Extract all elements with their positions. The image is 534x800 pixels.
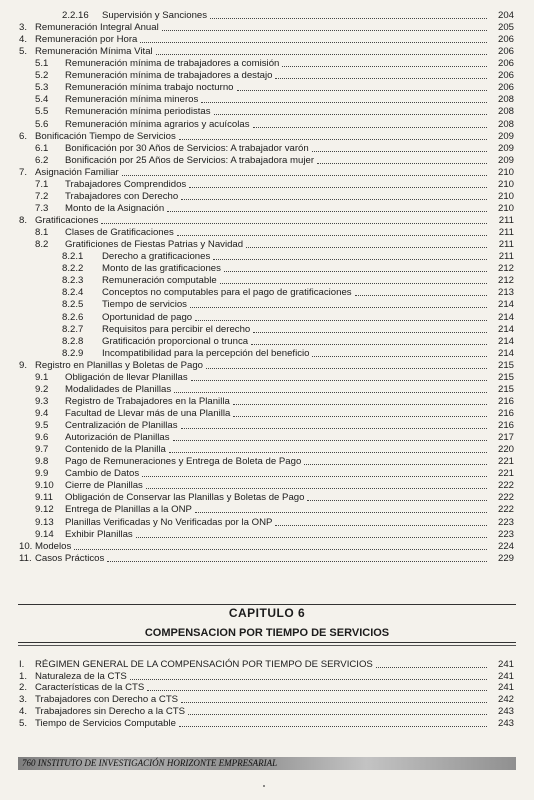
toc-entry bbox=[35, 420, 514, 432]
toc-entry-title: Monto de las gratificaciones bbox=[102, 263, 221, 275]
toc-entry bbox=[19, 131, 514, 143]
dot-leader bbox=[156, 46, 487, 55]
toc-entry-number: 3. bbox=[19, 22, 28, 34]
toc-entry-number: 9.9 bbox=[35, 468, 49, 480]
toc-entry-title: Conceptos no computables para el pago de gratificaciones bbox=[102, 287, 352, 299]
toc-entry-title: Contenido de la Planilla bbox=[65, 444, 166, 456]
toc-entry-page: 214 bbox=[497, 299, 514, 311]
toc-entry-number: 2.2.16 bbox=[62, 10, 89, 21]
dot-leader bbox=[191, 372, 487, 381]
toc-entry-number: 7.3 bbox=[35, 202, 49, 214]
toc-entry-page: 210 bbox=[497, 190, 514, 202]
dot-leader bbox=[246, 239, 487, 248]
toc-entry-page: 209 bbox=[497, 130, 514, 142]
toc-entry-number: 9.2 bbox=[35, 383, 49, 395]
toc-entry-number: 9.13 bbox=[35, 516, 54, 528]
dot-leader bbox=[107, 553, 487, 562]
toc-entry bbox=[35, 517, 514, 529]
toc-entry-number: I. bbox=[19, 659, 25, 670]
toc-entry-title: Tiempo de servicios bbox=[102, 299, 187, 311]
toc-entry bbox=[35, 468, 514, 480]
toc-entry-title: Remuneración mínima agrarios y acuícolas bbox=[65, 118, 250, 130]
dot-leader bbox=[213, 251, 487, 260]
dot-leader bbox=[146, 480, 487, 489]
dot-leader bbox=[210, 10, 487, 19]
toc-entry-page: 241 bbox=[497, 682, 514, 694]
toc-entry-page: 221 bbox=[497, 456, 514, 468]
toc-entry-title: Trabajadores sin Derecho a la CTS bbox=[35, 705, 186, 717]
toc-entry-number: 5.6 bbox=[35, 118, 49, 130]
dot-leader bbox=[355, 287, 487, 296]
dot-leader bbox=[162, 22, 487, 31]
dot-leader bbox=[220, 275, 487, 284]
toc-entry-number: 6.1 bbox=[35, 142, 49, 154]
dot-leader bbox=[140, 34, 487, 43]
toc-entry-page: 208 bbox=[497, 94, 514, 106]
toc-entry-title: Remuneración Mínima Vital bbox=[35, 46, 153, 58]
toc-entry-page: 208 bbox=[497, 106, 514, 118]
dot-leader bbox=[177, 227, 487, 236]
toc-entry-page: 214 bbox=[497, 335, 514, 347]
chapter-rule-top bbox=[18, 604, 516, 605]
toc-entry-number: 5.2 bbox=[35, 70, 49, 82]
toc-entry bbox=[35, 70, 514, 82]
dot-leader bbox=[174, 384, 487, 393]
chapter-rule-bottom bbox=[18, 645, 516, 646]
toc-entry-number: 9.11 bbox=[35, 492, 53, 504]
toc-entry-number: 8.2.4 bbox=[62, 287, 84, 299]
dot-leader bbox=[181, 694, 487, 703]
dot-leader bbox=[167, 203, 487, 212]
toc-entry-page: 242 bbox=[497, 694, 514, 706]
toc-entry-page: 211 bbox=[498, 227, 514, 239]
dot-leader bbox=[74, 541, 487, 550]
toc-entry bbox=[19, 34, 514, 46]
toc-entry-page: 241 bbox=[497, 670, 514, 682]
toc-entry-page: 208 bbox=[497, 118, 514, 130]
toc-entry bbox=[35, 82, 514, 94]
dot-leader bbox=[253, 119, 488, 128]
toc-entry-page: 209 bbox=[497, 154, 514, 166]
toc-entry-number: 5.4 bbox=[35, 94, 49, 106]
toc-entry-title: Gratificiones de Fiestas Patrias y Navidad bbox=[65, 239, 244, 251]
toc-entry bbox=[19, 694, 514, 706]
toc-entry bbox=[35, 203, 514, 215]
dot-leader bbox=[275, 517, 487, 526]
toc-entry-number: 5. bbox=[19, 46, 28, 58]
toc-entry-page: 224 bbox=[497, 540, 514, 552]
toc-entry-page: 214 bbox=[497, 347, 514, 359]
toc-entry-number: 7. bbox=[19, 166, 28, 178]
dot-leader bbox=[251, 336, 487, 345]
toc-entry-number: 9.5 bbox=[35, 420, 49, 432]
toc-entry-page: 215 bbox=[497, 359, 514, 371]
toc-entry-title: Remuneración mínima mineros bbox=[65, 94, 199, 106]
toc-entry bbox=[19, 541, 514, 553]
toc-entry-page: 210 bbox=[497, 202, 514, 214]
chapter-subtitle: COMPENSACION POR TIEMPO DE SERVICIOS bbox=[144, 627, 390, 639]
toc-entry-title: Planillas Verificadas y No Verificadas por la ONP bbox=[65, 516, 273, 528]
toc-entry bbox=[62, 348, 514, 360]
toc-entry-title: Incompatibilidad para la percepción del beneficio bbox=[102, 347, 310, 359]
toc-entry-title: Registro en Planillas y Boletas de Pago bbox=[35, 359, 203, 371]
toc-entry-page: 213 bbox=[497, 287, 514, 299]
toc-entry bbox=[62, 312, 514, 324]
toc-entry-title: Requisitos para percibir el derecho bbox=[102, 323, 251, 335]
toc-entry-page: 214 bbox=[497, 311, 514, 323]
toc-entry-number: 8.2.9 bbox=[62, 347, 84, 359]
toc-entry bbox=[35, 432, 514, 444]
toc-entry-page: 206 bbox=[497, 46, 514, 58]
toc-entry-page: 215 bbox=[497, 371, 514, 383]
dot-leader bbox=[233, 408, 487, 417]
dot-leader bbox=[181, 191, 487, 200]
dot-leader bbox=[179, 718, 487, 727]
toc-entry-title: Centralización de Planillas bbox=[65, 420, 178, 432]
dot-leader bbox=[181, 420, 487, 429]
toc-entry-page: 243 bbox=[497, 717, 514, 729]
dot-leader bbox=[142, 468, 487, 477]
toc-entry-page: 206 bbox=[497, 70, 514, 82]
toc-entry-page: 206 bbox=[497, 58, 514, 70]
toc-entry bbox=[35, 106, 514, 118]
dot-leader bbox=[130, 671, 487, 680]
toc-entry-page: 211 bbox=[498, 239, 514, 251]
toc-entry-number: 8.2.5 bbox=[62, 299, 84, 311]
toc-entry-title: Tiempo de Servicios Computable bbox=[35, 717, 176, 729]
toc-entry bbox=[19, 215, 514, 227]
toc-entry bbox=[19, 706, 514, 718]
toc-entry-page: 206 bbox=[497, 82, 514, 94]
toc-entry-title: Casos Prácticos bbox=[35, 552, 105, 564]
toc-entry-title: Remuneración mínima periodistas bbox=[65, 106, 211, 118]
dot-leader bbox=[206, 360, 487, 369]
dot-leader bbox=[282, 58, 487, 67]
toc-entry-page: 243 bbox=[497, 705, 514, 717]
dot-leader bbox=[179, 131, 487, 140]
toc-entry-number: 11. bbox=[19, 552, 32, 564]
toc-entry-title: Clases de Gratificaciones bbox=[65, 227, 174, 239]
toc-entry-title: RÉGIMEN GENERAL DE LA COMPENSACIÓN POR TIEMPO DE SERVICIOS bbox=[35, 659, 373, 670]
toc-entry-title: Bonificación Tiempo de Servicios bbox=[35, 130, 176, 142]
toc-entry-number: 4. bbox=[19, 705, 28, 717]
toc-entry-page: 221 bbox=[497, 468, 514, 480]
toc-entry bbox=[35, 227, 514, 239]
toc-entry-number: 10. bbox=[19, 540, 33, 552]
toc-entry-page: 210 bbox=[497, 178, 514, 190]
toc-entry bbox=[35, 384, 514, 396]
scan-speck bbox=[263, 785, 265, 787]
toc-entry-page: 212 bbox=[497, 275, 514, 287]
toc-entry-page: 205 bbox=[497, 22, 514, 34]
toc-entry bbox=[62, 336, 514, 348]
toc-entry-number: 9.12 bbox=[35, 504, 54, 516]
toc-entry-number: 8.2.7 bbox=[62, 323, 84, 335]
toc-entry-number: 8.2 bbox=[35, 239, 49, 251]
dot-leader bbox=[312, 143, 487, 152]
toc-entry-title: Asignación Familiar bbox=[35, 166, 119, 178]
toc-entry-page: 210 bbox=[497, 166, 514, 178]
toc-entry bbox=[19, 360, 514, 372]
toc-entry bbox=[35, 456, 514, 468]
toc-entry bbox=[62, 275, 514, 287]
toc-entry bbox=[35, 396, 514, 408]
toc-entry bbox=[35, 191, 514, 203]
toc-entry bbox=[19, 22, 514, 34]
toc-entry-number: 5.3 bbox=[35, 82, 49, 94]
toc-entry-number: 9.8 bbox=[35, 456, 49, 468]
dot-leader bbox=[136, 529, 487, 538]
dot-leader bbox=[195, 312, 487, 321]
toc-entry bbox=[35, 480, 514, 492]
toc-entry-title: Remuneración mínima de trabajadores a destajo bbox=[65, 70, 273, 82]
toc-entry-title: Trabajadores Comprendidos bbox=[65, 178, 187, 190]
toc-entry-title: Cambio de Datos bbox=[65, 468, 140, 480]
toc-entry-title: Facultad de Llevar más de una Planilla bbox=[65, 407, 231, 419]
page-footer: 760 INSTITUTO DE INVESTIGACIÓN HORIZONTE EMPRESARIAL bbox=[18, 757, 516, 770]
toc-entry-page: 220 bbox=[497, 444, 514, 456]
toc-entry bbox=[35, 119, 514, 131]
toc-entry bbox=[35, 179, 514, 191]
toc-entry bbox=[35, 504, 514, 516]
toc-entry-page: 223 bbox=[497, 528, 514, 540]
toc-entry bbox=[62, 10, 514, 22]
toc-entry bbox=[35, 239, 514, 251]
toc-entry-page: 209 bbox=[497, 142, 514, 154]
toc-entry-title: Registro de Trabajadores en la Planilla bbox=[65, 395, 230, 407]
toc-entry-number: 7.1 bbox=[35, 178, 49, 190]
toc-entry-number: 8.2.8 bbox=[62, 335, 84, 347]
toc-entry-title: Obligación de Conservar las Planillas y Boletas de Pago bbox=[65, 492, 305, 504]
toc-entry bbox=[35, 492, 514, 504]
toc-entry bbox=[19, 671, 514, 683]
toc-entry-page: 222 bbox=[497, 480, 514, 492]
toc-entry-number: 5.1 bbox=[35, 58, 49, 70]
toc-entry-number: 5. bbox=[19, 717, 28, 729]
toc-entry bbox=[19, 659, 514, 671]
toc-entry-page: 223 bbox=[497, 516, 514, 528]
toc-entry-page: 241 bbox=[497, 659, 514, 670]
toc-entry-title: Obligación de llevar Planillas bbox=[65, 371, 188, 383]
toc-entry-number: 8.2.2 bbox=[62, 263, 84, 275]
dot-leader bbox=[237, 82, 487, 91]
toc-entry-title: Exhibir Planillas bbox=[65, 528, 133, 540]
toc-entry-number: 6.2 bbox=[35, 154, 49, 166]
dot-leader bbox=[214, 106, 487, 115]
toc-entry-title: Modalidades de Planillas bbox=[65, 383, 172, 395]
dot-leader bbox=[195, 504, 487, 513]
dot-leader bbox=[233, 396, 487, 405]
toc-entry bbox=[19, 682, 514, 694]
toc-entry-number: 4. bbox=[19, 34, 28, 46]
toc-entry-title: Naturaleza de la CTS bbox=[35, 670, 127, 682]
toc-entry-page: 222 bbox=[497, 492, 514, 504]
toc-entry-title: Remuneración mínima de trabajadores a comisión bbox=[65, 58, 280, 70]
toc-entry bbox=[35, 372, 514, 384]
dot-leader bbox=[189, 179, 487, 188]
toc-entry-number: 1. bbox=[19, 670, 28, 682]
toc-entry-title: Gratificación proporcional o trunca bbox=[102, 335, 249, 347]
toc-entry bbox=[35, 529, 514, 541]
toc-entry bbox=[19, 718, 514, 730]
toc-entry-title: Bonificación por 25 Años de Servicios: A trabajadora mujer bbox=[65, 154, 315, 166]
toc-entry-title: Oportunidad de pago bbox=[102, 311, 193, 323]
chapter-rule-mid bbox=[18, 642, 516, 643]
toc-entry-title: Trabajadores con Derecho a CTS bbox=[35, 694, 179, 706]
dot-leader bbox=[304, 456, 487, 465]
dot-leader bbox=[190, 299, 487, 308]
dot-leader bbox=[307, 492, 487, 501]
toc-entry-page: 211 bbox=[498, 215, 514, 227]
toc-entry bbox=[19, 553, 514, 565]
toc-entry-number: 9.6 bbox=[35, 432, 49, 444]
toc-entry-number: 9.3 bbox=[35, 395, 49, 407]
toc-entry-page: 222 bbox=[497, 504, 514, 516]
dot-leader bbox=[224, 263, 487, 272]
toc-entry-number: 9.10 bbox=[35, 480, 54, 492]
toc-entry bbox=[35, 94, 514, 106]
toc-entry bbox=[35, 143, 514, 155]
toc-entry-title: Supervisión y Sanciones bbox=[102, 10, 208, 21]
toc-entry-title: Características de la CTS bbox=[35, 682, 145, 694]
toc-entry-title: Modelos bbox=[35, 540, 72, 552]
dot-leader bbox=[312, 348, 487, 357]
toc-entry bbox=[35, 58, 514, 70]
toc-entry-title: Remuneración Integral Anual bbox=[35, 22, 159, 34]
toc-entry-number: 2. bbox=[19, 682, 28, 694]
dot-leader bbox=[376, 659, 487, 668]
toc-entry-title: Remuneración mínima trabajo nocturno bbox=[65, 82, 234, 94]
dot-leader bbox=[173, 432, 487, 441]
dot-leader bbox=[275, 70, 487, 79]
toc-entry-number: 7.2 bbox=[35, 190, 49, 202]
toc-entry-number: 8.2.6 bbox=[62, 311, 84, 323]
toc-entry-title: Remuneración computable bbox=[102, 275, 217, 287]
toc-entry-title: Entrega de Planillas a la ONP bbox=[65, 504, 192, 516]
toc-entry-page: 229 bbox=[497, 552, 514, 564]
dot-leader bbox=[188, 706, 487, 715]
toc-entry-title: Trabajadores con Derecho bbox=[65, 190, 179, 202]
toc-entry-page: 204 bbox=[497, 10, 514, 21]
toc-entry-title: Cierre de Planillas bbox=[65, 480, 143, 492]
chapter-title: CAPITULO 6 bbox=[228, 606, 306, 620]
toc-entry-number: 8.2.3 bbox=[62, 275, 84, 287]
toc-entry-number: 9.7 bbox=[35, 444, 49, 456]
toc-entry-title: Pago de Remuneraciones y Entrega de Boleta de Pago bbox=[65, 456, 302, 468]
dot-leader bbox=[122, 167, 487, 176]
toc-entry-page: 214 bbox=[497, 323, 514, 335]
toc-entry-page: 215 bbox=[497, 383, 514, 395]
toc-entry-number: 9.14 bbox=[35, 528, 54, 540]
toc-entry-number: 6. bbox=[19, 130, 28, 142]
toc-entry-page: 211 bbox=[498, 251, 514, 263]
dot-leader bbox=[201, 94, 487, 103]
toc-entry bbox=[62, 251, 514, 263]
toc-entry-number: 5.5 bbox=[35, 106, 49, 118]
toc-entry bbox=[62, 299, 514, 311]
dot-leader bbox=[169, 444, 487, 453]
toc-entry-page: 216 bbox=[497, 395, 514, 407]
toc-entry-number: 9.1 bbox=[35, 371, 49, 383]
toc-entry bbox=[19, 46, 514, 58]
dot-leader bbox=[101, 215, 487, 224]
dot-leader bbox=[147, 682, 487, 691]
toc-entry bbox=[62, 324, 514, 336]
toc-entry-page: 216 bbox=[497, 407, 514, 419]
toc-entry-number: 3. bbox=[19, 694, 28, 706]
toc-entry bbox=[62, 263, 514, 275]
toc-entry-number: 9. bbox=[19, 359, 28, 371]
toc-entry-page: 212 bbox=[497, 263, 514, 275]
toc-entry-page: 206 bbox=[497, 34, 514, 46]
toc-entry-title: Derecho a gratificaciones bbox=[102, 251, 211, 263]
toc-entry bbox=[62, 287, 514, 299]
toc-entry bbox=[19, 167, 514, 179]
toc-entry-number: 8.2.1 bbox=[62, 251, 84, 263]
toc-entry bbox=[35, 408, 514, 420]
toc-entry-number: 9.4 bbox=[35, 407, 49, 419]
toc-entry bbox=[35, 155, 514, 167]
dot-leader bbox=[317, 155, 487, 164]
toc-entry-title: Monto de la Asignación bbox=[65, 202, 165, 214]
toc-entry-page: 216 bbox=[497, 420, 514, 432]
toc-entry bbox=[35, 444, 514, 456]
toc-entry-number: 8.1 bbox=[35, 227, 49, 239]
toc-entry-page: 217 bbox=[497, 432, 514, 444]
toc-entry-number: 8. bbox=[19, 215, 28, 227]
toc-entry-title: Autorización de Planillas bbox=[65, 432, 170, 444]
toc-entry-title: Remuneración por Hora bbox=[35, 34, 138, 46]
toc-entry-title: Gratificaciones bbox=[35, 215, 99, 227]
dot-leader bbox=[253, 324, 487, 333]
toc-entry-title: Bonificación por 30 Años de Servicios: A trabajador varón bbox=[65, 142, 309, 154]
